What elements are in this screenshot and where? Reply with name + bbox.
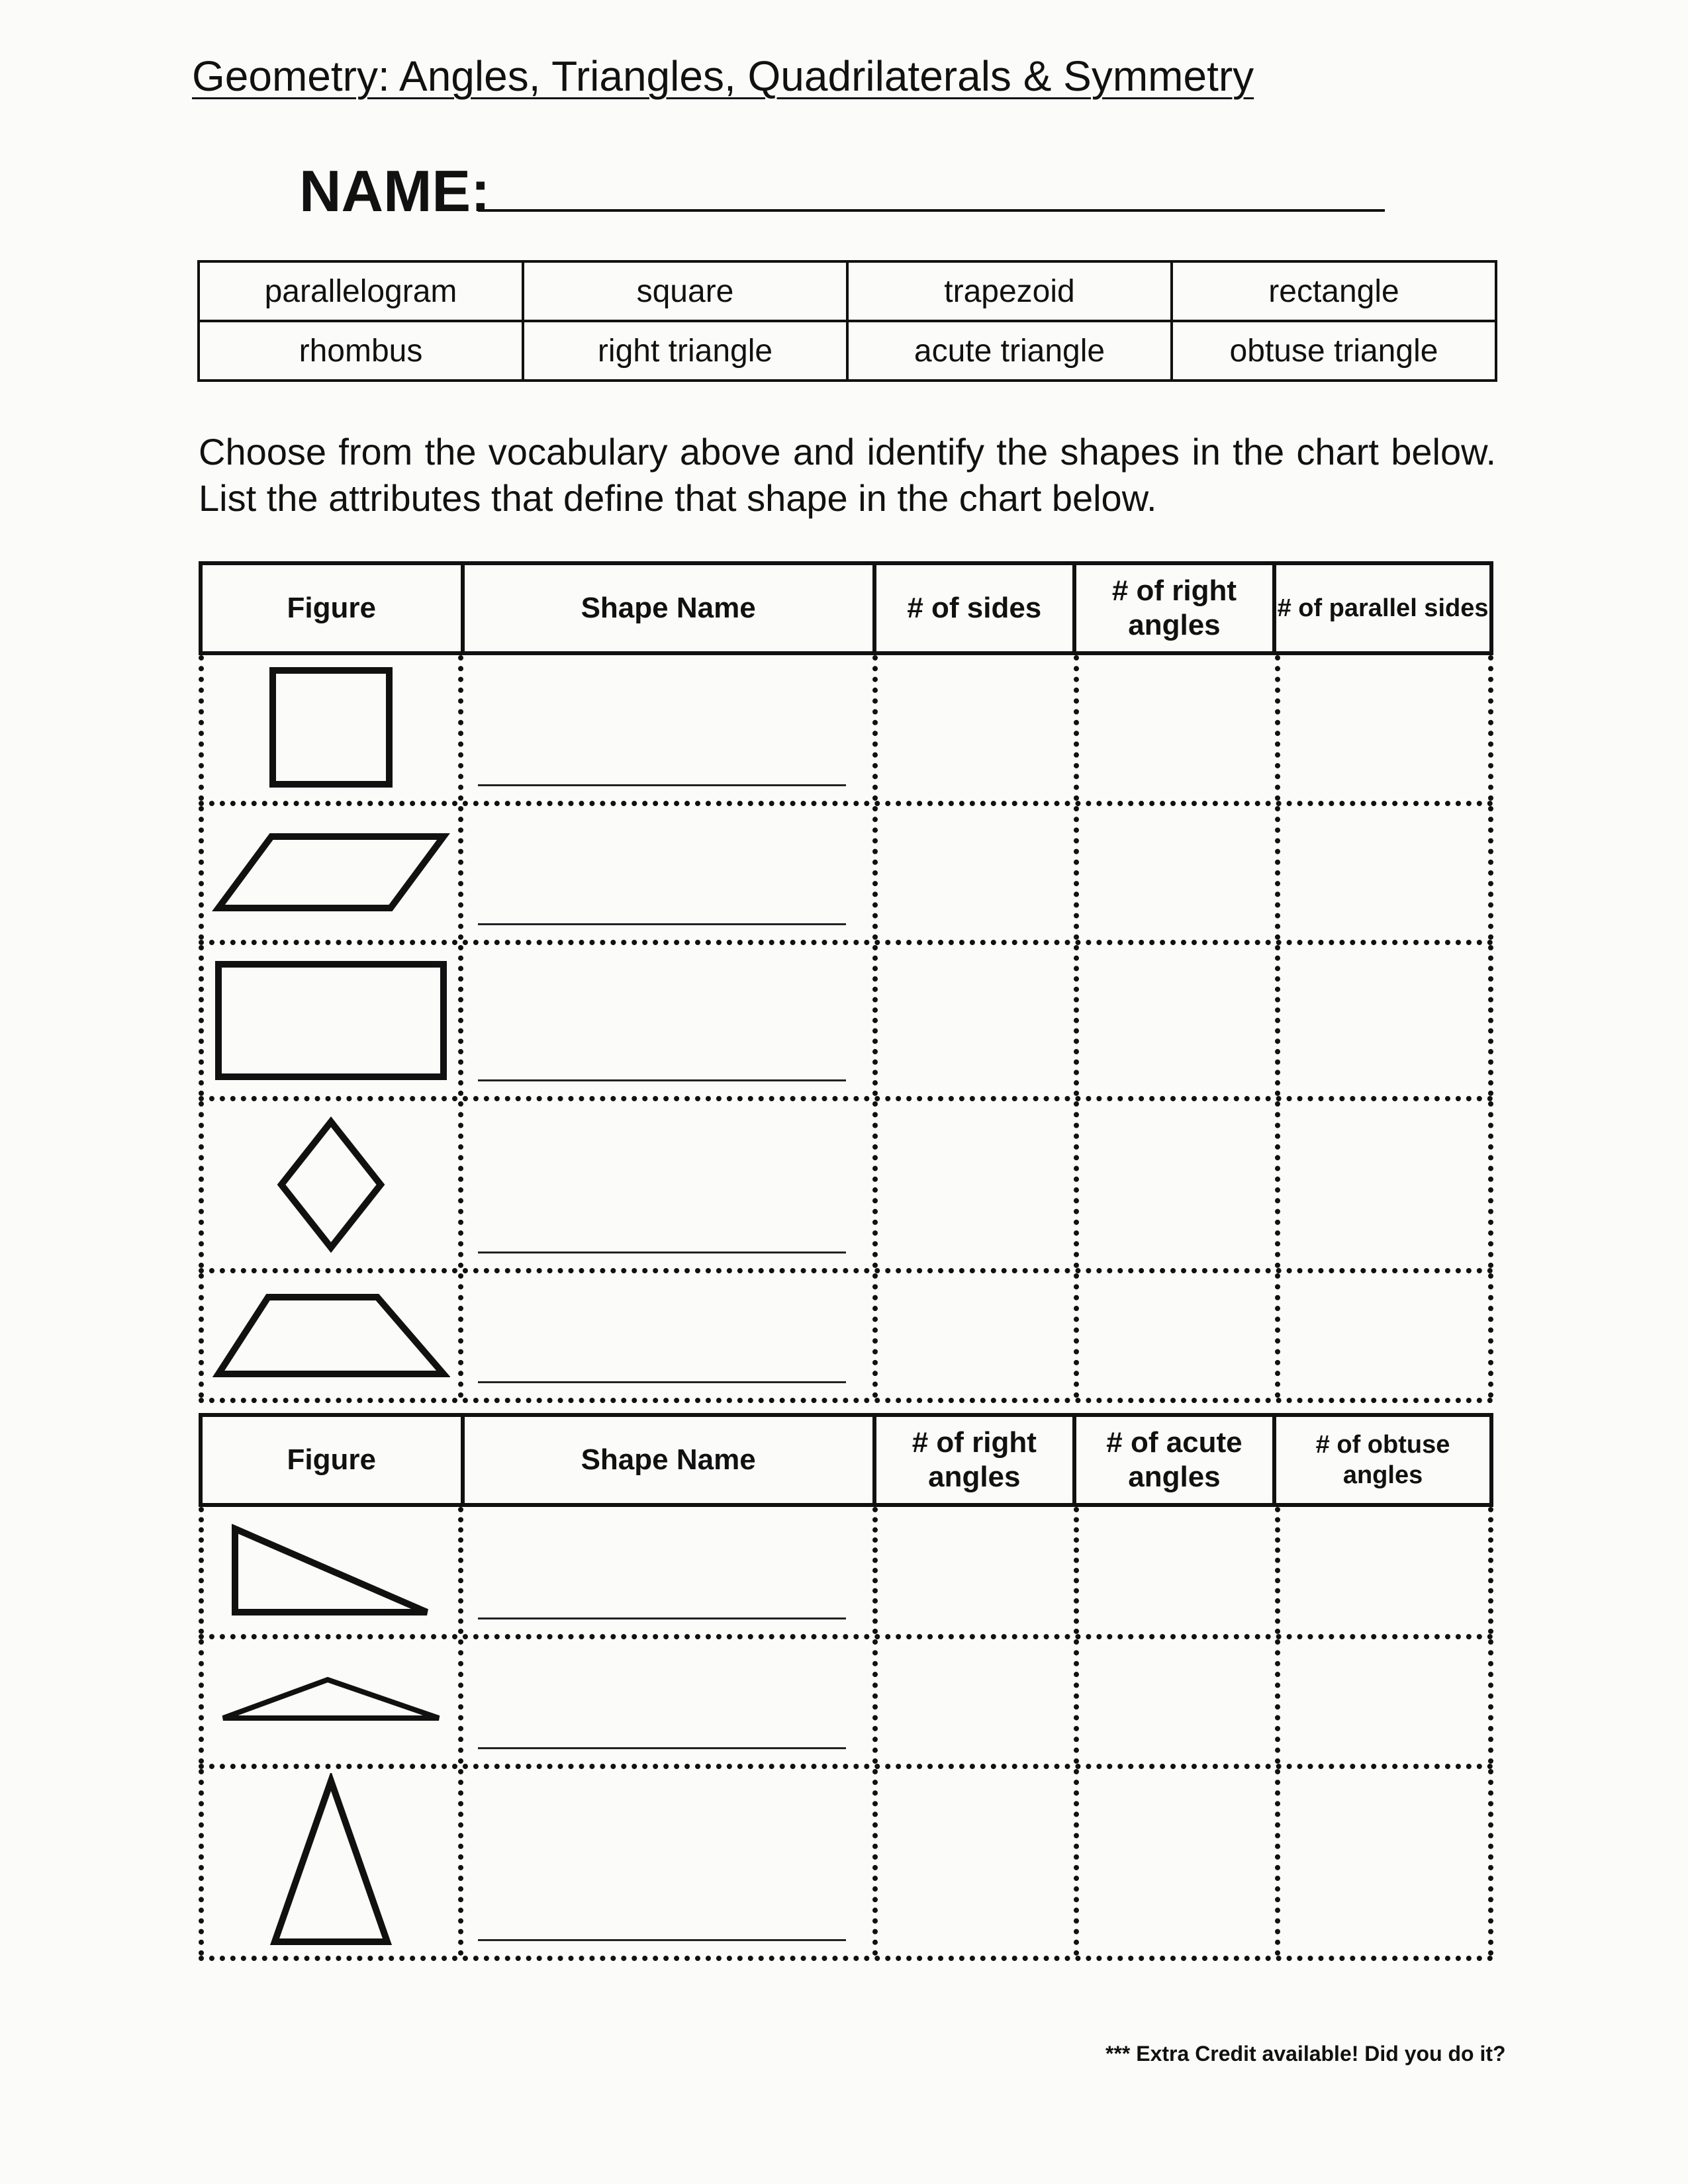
table-row (199, 1639, 1493, 1769)
chart-header (199, 561, 1493, 655)
right-angles-cell[interactable] (1074, 1273, 1275, 1398)
shape-name-cell[interactable] (458, 1273, 872, 1398)
sides-cell[interactable] (872, 655, 1074, 801)
extra-credit-note: *** Extra Credit available! Did you do it? (1105, 2042, 1506, 2066)
acute-angles-cell[interactable] (1074, 1507, 1275, 1634)
figure-cell (199, 1639, 458, 1764)
figure-cell (199, 1101, 458, 1268)
answer-line (478, 784, 846, 786)
vocab-word: trapezoid (847, 261, 1172, 321)
right-angles-cell[interactable] (1074, 655, 1275, 801)
header-sides: # of sides (872, 565, 1072, 651)
answer-line (478, 1381, 846, 1383)
quadrilateral-chart (199, 561, 1493, 1403)
figure-cell (199, 1507, 458, 1634)
table-row (199, 655, 1493, 806)
vocab-word: right triangle (523, 321, 847, 381)
name-field[interactable] (478, 209, 1385, 212)
shape-name-cell[interactable] (458, 1769, 872, 1956)
figure-cell (199, 655, 458, 801)
figure-cell (199, 806, 458, 940)
right-angles-cell[interactable] (1074, 806, 1275, 940)
right-angles-cell[interactable] (872, 1639, 1074, 1764)
name-label: NAME: (299, 158, 491, 224)
answer-line (478, 1747, 846, 1749)
answer-line (478, 1251, 846, 1253)
header-right-angles: # of right angles (872, 1417, 1072, 1503)
parallel-sides-cell[interactable] (1275, 1101, 1493, 1268)
shape-name-cell[interactable] (458, 1639, 872, 1764)
parallel-sides-cell[interactable] (1275, 945, 1493, 1096)
sides-cell[interactable] (872, 806, 1074, 940)
parallelogram-figure (212, 830, 450, 916)
table-row (199, 1769, 1493, 1961)
figure-cell (199, 1769, 458, 1956)
sides-cell[interactable] (872, 1101, 1074, 1268)
page-title: Geometry: Angles, Triangles, Quadrilaterals & Symmetry (192, 52, 1254, 100)
figure-cell (199, 1273, 458, 1398)
vocabulary-row (199, 261, 1496, 321)
triangle-chart (199, 1413, 1493, 1961)
header-parallel-sides: # of parallel sides (1272, 565, 1489, 651)
table-row (199, 1101, 1493, 1273)
trapezoid-figure (212, 1289, 450, 1382)
header-acute-angles: # of acute angles (1072, 1417, 1272, 1503)
obtuse-angles-cell[interactable] (1275, 1639, 1493, 1764)
shape-name-cell[interactable] (458, 655, 872, 801)
vocab-word: obtuse triangle (1172, 321, 1496, 381)
vocabulary-table (197, 260, 1497, 382)
vocab-word: rhombus (199, 321, 523, 381)
right-angles-cell[interactable] (1074, 945, 1275, 1096)
vocabulary-row (199, 321, 1496, 381)
sides-cell[interactable] (872, 945, 1074, 1096)
table-row (199, 945, 1493, 1101)
right-angles-cell[interactable] (872, 1769, 1074, 1956)
shape-name-cell[interactable] (458, 945, 872, 1096)
header-right-angles: # of right angles (1072, 565, 1272, 651)
acute-angles-cell[interactable] (1074, 1639, 1275, 1764)
header-figure: Figure (287, 1443, 376, 1476)
figure-cell (199, 945, 458, 1096)
answer-line (478, 923, 846, 925)
right-angles-cell[interactable] (872, 1507, 1074, 1634)
answer-line (478, 1079, 846, 1081)
sides-cell[interactable] (872, 1273, 1074, 1398)
header-figure: Figure (287, 592, 376, 624)
shape-name-cell[interactable] (458, 806, 872, 940)
square-figure (265, 665, 397, 791)
vocab-word: parallelogram (199, 261, 523, 321)
parallel-sides-cell[interactable] (1275, 655, 1493, 801)
obtuse-triangle-figure (215, 1672, 447, 1731)
obtuse-angles-cell[interactable] (1275, 1507, 1493, 1634)
obtuse-angles-cell[interactable] (1275, 1769, 1493, 1956)
chart-header (199, 1413, 1493, 1507)
rectangle-figure (212, 958, 450, 1083)
header-shape-name: Shape Name (461, 1417, 872, 1503)
instructions: Choose from the vocabulary above and identify the shapes in the chart below. List the attributes that define that shape in the chart below. (199, 431, 1496, 519)
vocab-word: rectangle (1172, 261, 1496, 321)
vocab-word: acute triangle (847, 321, 1172, 381)
parallel-sides-cell[interactable] (1275, 806, 1493, 940)
table-row (199, 806, 1493, 945)
right-triangle-figure (225, 1521, 437, 1620)
vocab-word: square (523, 261, 847, 321)
answer-line (478, 1617, 846, 1619)
table-row (199, 1273, 1493, 1403)
parallel-sides-cell[interactable] (1275, 1273, 1493, 1398)
answer-line (478, 1939, 846, 1941)
header-shape-name: Shape Name (461, 565, 872, 651)
shape-name-cell[interactable] (458, 1101, 872, 1268)
rhombus-figure (275, 1115, 387, 1254)
right-angles-cell[interactable] (1074, 1101, 1275, 1268)
shape-name-cell[interactable] (458, 1507, 872, 1634)
acute-angles-cell[interactable] (1074, 1769, 1275, 1956)
table-row (199, 1507, 1493, 1639)
acute-triangle-figure (265, 1773, 397, 1952)
header-obtuse-angles: # of obtuse angles (1272, 1417, 1489, 1503)
